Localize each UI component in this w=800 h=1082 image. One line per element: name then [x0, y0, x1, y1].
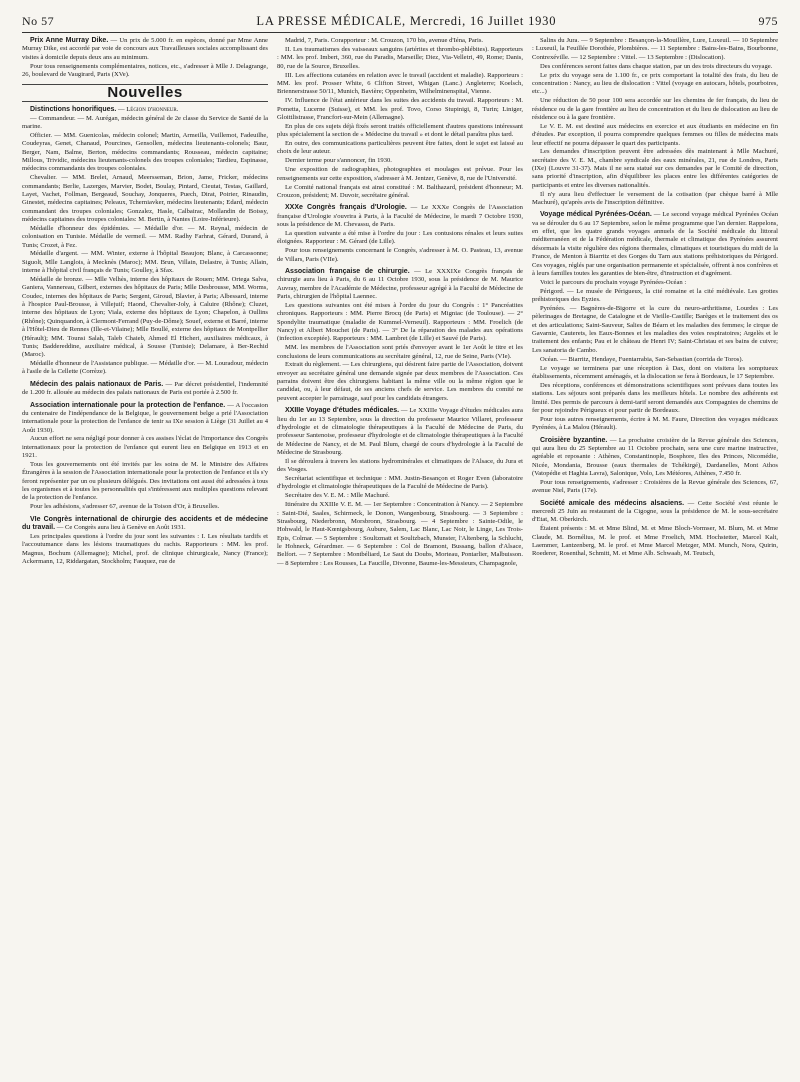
- article-paragraph: Médaille d'argent. — MM. Winter, externe à l'hôpital Beaujon; Blanc, à Carcassonne; Siguolt, Mlle Langlois, à Mecknès (Maroc); MM. Brun, Villain, Delastre, à Tunis; Allain, interne à l'hôpital civil français de Tunis; Goulley, à Sfax.: [22, 250, 268, 275]
- article-association: [22, 402, 268, 512]
- article-heading: Société amicale des médecins alsaciens.: [540, 499, 685, 507]
- article-heading: Croisière byzantine.: [540, 436, 608, 444]
- article-paragraph: Les principales questions à l'ordre du jour sont les suivantes : I. Les résultats tardifs et l'accoutumance dans les lésions traumatiques du rachis. Rapporteurs : MM. les prof. Magnus, Bochum (Allemagne); Michel, prof. de clinique chirurgicale, Nancy (France); Ackermann, 12, Riddargatan, Stockholm; Fauquez, rue de: [22, 533, 268, 566]
- article-paragraph: Salins du Jura. — 9 Septembre : Besançon-la-Mouillère, Lure, Luxeuil. — 10 Septembre : Luxeuil, la Feuillée Dorothée, Plombières. — 11 Septembre : Bains-les-Bains, Bourbonne, Contrexéville. — 12 Septembre : Vittel. — 13 Septembre : (Dislocation).: [532, 37, 778, 61]
- article-text: — Par décret présidentiel, l'indemnité de 1.200 fr. allouée au médecin des palais nationaux de Paris est portée à 2.500 fr.: [22, 380, 268, 397]
- article-text: — A l'occasion du centenaire de l'indépendance de la Belgique, le gouvernement belge a prié l'Association internationale pour la protection de l'enfance de tenir sa IXe session à Liège (31 Juillet au 4 Août 1930).: [22, 401, 268, 434]
- article-urologie: [277, 204, 523, 264]
- article-voyage-continued: [532, 37, 778, 207]
- article-alsaciens: [532, 500, 778, 559]
- article-heading: XXXe Congrès français d'Urologie.: [285, 204, 407, 212]
- article-paragraph: Il n'y aura lieu d'effectuer le versement de la cotisation (par chèque barré à Mlle Machuré), qu'après avis de l'inscription définitive.: [532, 190, 778, 207]
- article-text: — Le second voyage médical Pyrénées Océan va se dérouler du 6 au 17 Septembre, selon le même programme que l'an dernier. Rappelons, en effet, que les quatre grands voyages annuels de la Société médicale du littoral méditerranéen et de la Fédération médicale, thermale et climatique des Pyrénées assurent désormais la visite régulière des régions thermales, climatiques et touristiques du midi de la France, de Menton à Biarritz et des Gorges du Tarn aux stations préhistoriques du Périgord. Ces voyages, réglés par une organisation permanente et spécialisée, offrent à nos confrères et à leurs familles toutes les garanties de bien-être, d'instruction et d'agrément.: [532, 211, 778, 277]
- article-croisiere: [532, 437, 778, 496]
- article-paragraph: Le Comité national français est ainsi constitué : M. Balthazard, président d'honneur; M. Crouzon, président; M. Duvoir, secrétaire général.: [277, 183, 523, 199]
- article-text: — Le XXXe Congrès de l'Association française d'Urologie s'ouvrira à Paris, à la Faculté de Médecine, le mardi 7 Octobre 1930, sous la présidence de M. Chevassu, de Paris.: [277, 204, 523, 228]
- article-heading: VIe Congrès international de chirurgie des accidents et de médecine du travail.: [22, 515, 268, 532]
- article-heading: Association française de chirurgie.: [285, 267, 410, 275]
- article-text: — Cette Société s'est réunie le mercredi 25 Juin au restaurant de la Cigogne, sous la présidence de M. le sous-secrétaire d'Etat, M. Oberkirch.: [532, 499, 778, 524]
- article-paragraph: III. Les affections cutanées en relation avec le travail (accident et maladie). Rapporteurs : MM. les prof. Prosser White, 6 Clifton Street, Whigan (Lanc.) Angleterre; Koelsch, Briennerstrasse 50/11, Munich, Bavière; Oppenheim, Wilhelminenspital, Vienne.: [277, 71, 523, 96]
- article-paragraph: Aucun effort ne sera négligé pour donner à ces assises l'éclat de l'importance des Congrès internationaux pour la protection de l'enfance qui eurent lieu en Belgique en 1913 et en 1921.: [22, 435, 268, 460]
- page-number: 975: [758, 14, 778, 28]
- article-paragraph: Voici le parcours du prochain voyage Pyrénées-Océan :: [540, 278, 687, 286]
- article-paragraph: Océan. — Biarritz, Hendaye, Fuentarrabia, San-Sebastian (corrida de Toros).: [540, 355, 744, 363]
- masthead-title: LA PRESSE MÉDICALE, Mercredi, 16 Juillet 1930: [256, 14, 557, 28]
- article-heading: Prix Anne Murray Dike.: [30, 37, 109, 44]
- article-paragraph: En outre, des communications particulières peuvent être faites, dont le sujet est laissé au choix de leur auteur.: [277, 140, 523, 156]
- article-paragraph: Médaille d'honneur des épidémies. — Médaille d'or. — M. Reynal, médecin de colonisation en Tunisie. Médaille de vermeil. — MM. Radhy Farhrat, Gérard, Durand, à Tunis; Crozet, à Fez.: [22, 224, 268, 249]
- article-text: — Le XXXIXe Congrès français de chirurgie aura lieu à Paris, du 6 au 11 Octobre 1930, sous la présidence de M. Maurice Auvray, membre de l'Académie de Médecine, professeur agrégé à la Faculté de Médecine de Paris, chirurgien de l'hôpital Laennec.: [277, 267, 523, 300]
- article-paragraph: Le voyage se terminera par une réception à Dax, dont on visitera les somptueux établissements, récemment aménagés, et la dislocation se fera à Bordeaux, le 17 Septembre.: [532, 364, 778, 380]
- article-paragraph: Pour tous renseignements concernant le Congrès, s'adresser à M. O. Pasteau, 13, avenue de Villars, Paris (VIIe).: [277, 247, 523, 263]
- article-paragraph: IV. Influence de l'état antérieur dans les suites des accidents du travail. Rapporteurs : M. Pometta, Lucerne (Suisse), et MM. les prof. Tovo, Corso Stupinigi, 8, Turin; Liniger, Gloittlistrasse, Francfort-sur-Mein (Allemagne).: [277, 97, 523, 121]
- article-heading: Voyage médical Pyrénées-Océan.: [540, 211, 652, 219]
- article-paragraph: La question suivante a été mise à l'ordre du jour : Les contusions rénales et leurs suites éloignées. Rapporteur : M. Gérard (de Lille).: [277, 229, 523, 246]
- article-paragraph: Extrait du règlement. — Les chirurgiens, qui désirent faire partie de l'Association, doivent envoyer au secrétaire général une demande signée par deux membres de l'Association. Ces parrains doivent être des chirurgiens habitant la même ville ou la même région que le candidat, ou, à leur défaut, de ses anciens chefs de service. Les membres du comité ne peuvent accepter le parrainage, sauf pour les candidats étrangers.: [277, 361, 523, 402]
- article-paragraph: Il se déroulera à travers les stations hydrominérales et climatiques de l'Alsace, du Jura et des Vosges.: [277, 457, 523, 474]
- article-heading: Médecin des palais nationaux de Paris.: [30, 380, 164, 388]
- article-heading: XXIIIe Voyage d'études médicales.: [285, 407, 400, 415]
- article-paragraph: Périgord. — Le musée de Périgueux, la cité romaine et la cité médiévale. Les grottes préhistoriques des Eyzies.: [532, 287, 778, 304]
- article-heading: Association internationale pour la protection de l'enfance.: [30, 401, 226, 409]
- article-paragraph: Pour tous renseignements, s'adresser : Croisières de la Revue générale des Sciences, 67, avenue Niel, Paris (17e).: [532, 478, 778, 495]
- article-paragraph: — Commandeur. — M. Aurégan, médecin général de 2e classe du Service de Santé de la marine.: [22, 114, 268, 130]
- article-paragraph: Secrétariat scientifique et technique : MM. Justin-Besançon et Roger Even (laboratoire d'hydrologie et climatologie thérapeutiques de la Faculté de Médecine de Paris).: [277, 475, 523, 491]
- article-paragraph: Pyrénées. — Bagnères-de-Bigorre et la cure du neuro-arthritisme, Lourdes : Les pèlerinages de Bretagne, de Catalogne et de Vieille-Castille; Barèges et le traitement des os et des articulations; Saint-Sauveur, Salies de Béarn et les maladies des femmes; le cirque de Gavarnie, Cauterets, les Eaux-Bonnes et les maladies des voies respiratoires; Argelès et le traitement des enfants; Pau et le château de Henri IV; Saint-Christau et ses bains de cuivre; Les sanatoria de Cambo.: [532, 305, 778, 354]
- article-paragraph: II. Les traumatismes des vaisseaux sanguins (artérites et thrombo-phlébites). Rapporteurs : MM. les prof. Imbert, 360, rue du Paradis, Marseille; Diez, Via-Velletri, 49, Rome; Danis, 80, rue de la Source, Bruxelles.: [277, 45, 523, 70]
- article-chirurgie: [277, 268, 523, 403]
- article-distinctions: [22, 106, 268, 377]
- article-paragraph: Chevalier. — MM. Brelet, Arnaud, Meersseman, Brion, Jame, Fricker, médecins commandants; Berlie, Lazerges, Marvier, Bodet, Boulay, Pintard, Cieutat, Testas, Gaillard, Layet, Vachet, Follman, Bergeaud, Souchay, Jonqueres, Puech, Dirat, Poirier, Rinaudin, Ginestet, médecins capitaines; Peleaux, Tcherniavker, médecins lieutenants; Edard, médecin commandant des troupes coloniales; Gonzalez, Hasle, Calbairac, Mollandin de Boissy, médecins capitaines des troupes coloniales: M. Bertin, à Nantes (Loire-Inférieure).: [22, 174, 268, 223]
- article-heading: Distinctions honorifiques.: [30, 105, 117, 113]
- article-paragraph: Dernier terme pour s'annoncer, fin 1930.: [285, 157, 392, 165]
- article-paragraph: Le prix du voyage sera de 1.100 fr., ce prix comportant la totalité des frais, du lieu de concentration : Nancy, au lieu de dislocation : Vittel (voyage en autocars, hôtels, pourboires, etc...): [532, 71, 778, 96]
- article-text: — La prochaine croisière de la Revue générale des Sciences, qui aura lieu du 25 Septembre au 11 Octobre prochain, sera une cure marine instructive, agréable et reposante : Athènes, Constantinople, Bosphore, Iles des Princes, Nicomédie, Nicée, Mondania, Brousse (eaux thermales de Tchékirgé), Dardanelles, Mont Athos (Vatopédie et Haghia Lavra), Salonique, Volo, Les Météores, Athènes, 7.450 fr.: [532, 436, 778, 477]
- article-voyage-etudes: [277, 407, 523, 568]
- page-header: [22, 14, 778, 33]
- article-paragraph: Les demandes d'inscription peuvent être adressées dès maintenant à Mlle Machuré, secrétaire des V. E. M., chambre syndicale des eaux minérales, 21, rue de Londres, Paris (IXe) (Louvre 31-37). Mais il ne sera statué sur ces demandes par le Comité de direction, sans priorité d'inscription, afin d'équilibrer les places entre les différentes catégories de participants et entre les diverses nationalités.: [532, 148, 778, 189]
- article-paragraph: Des conférences seront faites dans chaque station, par un des trois directeurs du voyage.: [540, 62, 773, 70]
- column-1: [22, 37, 268, 572]
- column-2: [277, 37, 523, 572]
- columns: [22, 37, 778, 572]
- issue-number: No 57: [22, 14, 55, 28]
- article-paragraph: Itinéraire du XXIIIe V. E. M. — 1er Septembre : Concentration à Nancy. — 2 Septembre : Saint-Dié, Saales, Schirmeck, le Donon, Wangenbourg, Strasbourg. — 3 Septembre : Strasbourg, Niederbronn, Morsbronn, Strasbourg. — 4 Septembre : Sainte-Odile, le Hohwald, le Haut-Kœnigsbourg, Aubure, Salem, Lac Blanc, Lac Noir, le Linge, Les Trois-Epis, Colmar. — 5 Septembre : Soultzmatt et Soultzbach, Munster, l'Altenberg, la Schlucht, le Hohneck, Gérardmer. — 6 Septembre : Col de Bramont, Bussang, ballon d'Alsace, Belfort. — 7 Septembre : Montbéliard, Le Saut du Doubs, Morteau, Pontarlier, Malbuisson. — 8 Septembre : Les Rousses, La Faucille, Divonne, Baume-les-Messieurs, Champagnole,: [277, 501, 523, 567]
- article-text: — Ce Congrès aura lieu à Genève en Août 1931.: [55, 524, 186, 532]
- article-paragraph: Officier. — MM. Guenicolas, médecin colonel; Martin, Armeilla, Vuillemot, Fadeuilhe, Coudeyras, Genet, Chanaud, Pourcines, Gensollen, médecins lieutenants-colonels; Baur, Berger, Nam, Balme, Berton, médecins commandants; Rousseau, médecin capitaine; Millous, Trividic, médecins lieutenants-colonels des troupes coloniales; Tardieu, Espinasse, médecins commandants des troupes coloniales.: [22, 131, 268, 173]
- article-congres-continued: [277, 37, 523, 200]
- article-paragraph: Pour les adhésions, s'adresser 67, avenue de la Toison d'Or, à Bruxelles.: [30, 503, 220, 511]
- article-paragraph: Tous les gouvernements ont été invités par les soins de M. le Ministre des Affaires Étrangères à la session de l'Association internationale pour la protection de l'enfance et ils s'y feront représenter par un ou plusieurs délégués. Des invitations ont aussi été adressées à tous les organismes et à toutes les personnalités qui s'intéressent aux multiples questions relevant de la protection de l'enfance.: [22, 461, 268, 502]
- article-text: — Un prix de 5.000 fr. en espèces, donné par Mme Anne Murray Dike, est accordé par voie de concours aux Travailleuses sociales accomplissant des visites à domicile depuis deux ans au minimum.: [22, 37, 268, 61]
- article-paragraph: En plus de ces sujets déjà fixés seront traités officiellement d'autres questions intéressant plus spécialement la section de « Médecine du travail » et dont le détail paraîtra plus tard.: [277, 122, 523, 139]
- article-paragraph: Le V. E. M. est destiné aux médecins en exercice et aux étudiants en médecine en fin d'études. Par exception, il pourra comprendre quelques femmes ou filles de médecins mais leur effectif ne pourra dépasser le quart des participants.: [532, 122, 778, 147]
- article-text: — Le XXIIIe Voyage d'études médicales aura lieu du 1er au 13 Septembre, sous la direction du professeur Maurice Villaret, professeur d'hydrologie et de climatologie thérapeutiques à la Faculté de Médecine de Paris, du professeur Santenoise, professeur d'hydrologie et de climatologie thérapeutiques à la Faculté de Médecine de Nancy, et de M. Paul Blum, chargé de cours d'hydrologie à la Faculté de Médecine de Strasbourg.: [277, 407, 523, 456]
- article-paragraph: Secrétaire des V. E. M. : Mlle Machuré.: [285, 492, 390, 500]
- article-vie-congres: [22, 516, 268, 567]
- article-paragraph: Médaille d'honneur de l'Assistance publique. — Médaille d'or. — M. Louradour, médecin à l'asile de la Cellette (Corrèze).: [22, 360, 268, 376]
- article-paragraph: Les questions suivantes ont été mises à l'ordre du jour du Congrès : 1° Pancréatites chroniques. Rapporteurs : MM. Pierre Brocq (de Paris) et Migniac (de Toulouse). — 2° Spondylite traumatique (maladie de Kummel-Verneuil). Rapporteurs : MM. Froelich (de Nancy) et Albert Mouchet (de Paris). — 3° De la réparation des malades aux opérations (infection exceptée). Rapporteurs : MM. Lambret (de Lille) et Sauvé (de Paris).: [277, 301, 523, 343]
- article-paragraph: Pour tous renseignements complémentaires, notices, etc., s'adresser à Mlle J. Delagrange, 26, boulevard de Vaugirard, Paris (XVe).: [22, 62, 268, 78]
- article-paragraph: Madrid, 7, Paris. Corapporteur : M. Crouzon, 170 bis, avenue d'Iéna, Paris.: [285, 37, 484, 44]
- column-3: [532, 37, 778, 572]
- article-prix: [22, 37, 268, 79]
- article-paragraph: MM. les membres de l'Association sont priés d'envoyer avant le 1er Août le titre et les conclusions de leurs communications au secrétaire général, 12, rue de Seine, Paris (VIe).: [277, 344, 523, 360]
- article-paragraph: Pour tous autres renseignements, écrire à M. M. Faure, Direction des voyages médicaux Pyrénées, à La Malou (Hérault).: [532, 415, 778, 432]
- article-pyrenees: [532, 211, 778, 432]
- article-paragraph: Des réceptions, conférences et démonstrations scientifiques sont prévues dans toutes les stations. Les séjours sont préparés dans les meilleurs hôtels. Le nombre des adhérents est limité. Des permis de parcours à demi-tarif seront demandés aux Compagnies de chemins de fer pour rejoindre Périgueux et pour partir de Bordeaux.: [532, 381, 778, 414]
- article-palais: [22, 381, 268, 398]
- article-paragraph: Une réduction de 50 pour 100 sera accordée sur les chemins de fer français, du lieu de résidence ou de la gare frontière au lieu de concentration et du lieu de dislocation au lieu de résidence ou à la gare frontière.: [532, 97, 778, 121]
- article-paragraph: Une exposition de radiographies, photographies et moulages est prévue. Pour les renseignements sur cette exposition, s'adresser à M. Jentzer, Genève, 8, rue de l'Université.: [277, 166, 523, 182]
- section-title: Nouvelles: [22, 84, 268, 101]
- article-subheading: — Légion d'honneur.: [116, 105, 179, 113]
- article-paragraph: Médaille de bronze. — Mlle Velhès, interne des hôpitaux de Rouen; MM. Ortega Salva, Ganiera, Vannereau, Gilbert, externes des hôpitaux de Paris; Mlle Desbrousse, MM. Worms, Coudec, internes des hôpitaux de Paris; Sergent, Giroud, Blavier, à Paris; Albessard, interne à l'hospice Paul-Brousse, à Villejuif; Haond, Chevalier-Joly, à Caluire (Rhône); Cluzet, interne des hôpitaux de Lyon; Viala, externe des hôpitaux de Lyon; Chapelon, à Oullins (Rhône); Quinquandon, à Clermont-Ferrand (Puy-de-Dôme); Souef, externe et Barré, interne à l'Hôtel-Dieu de Rennes (Ille-et-Vilaine); Mlle Boullé, externe des hôpitaux de Montpellier (Hérault); MM. Tounsi Salah, Taleb Chaieb, Ahmed El Hicheri, auxiliaires médicaux, à Tunis; Baddereddine, auxiliaire médical, à Sousse (Tunisie); Delamare, à Ber-Rechid (Maroc).: [22, 276, 268, 359]
- article-paragraph: Étaient présents : M. et Mme Blind, M. et Mme Bloch-Vormser, M. Blum, M. et Mme Claude, M. Bornélius, M. le prof. et Mme Froelich, MM. Hochstetter, Marcel Kalt, Laemmer, Lantzenberg, M. le prof. et Mme Marcel Metzger, MM. Munch, Nora, Quirin, Roederer, Rosenthal, Schmitt, M. et Mme Alb. Schwaab, M. Teutsch,: [532, 525, 778, 558]
